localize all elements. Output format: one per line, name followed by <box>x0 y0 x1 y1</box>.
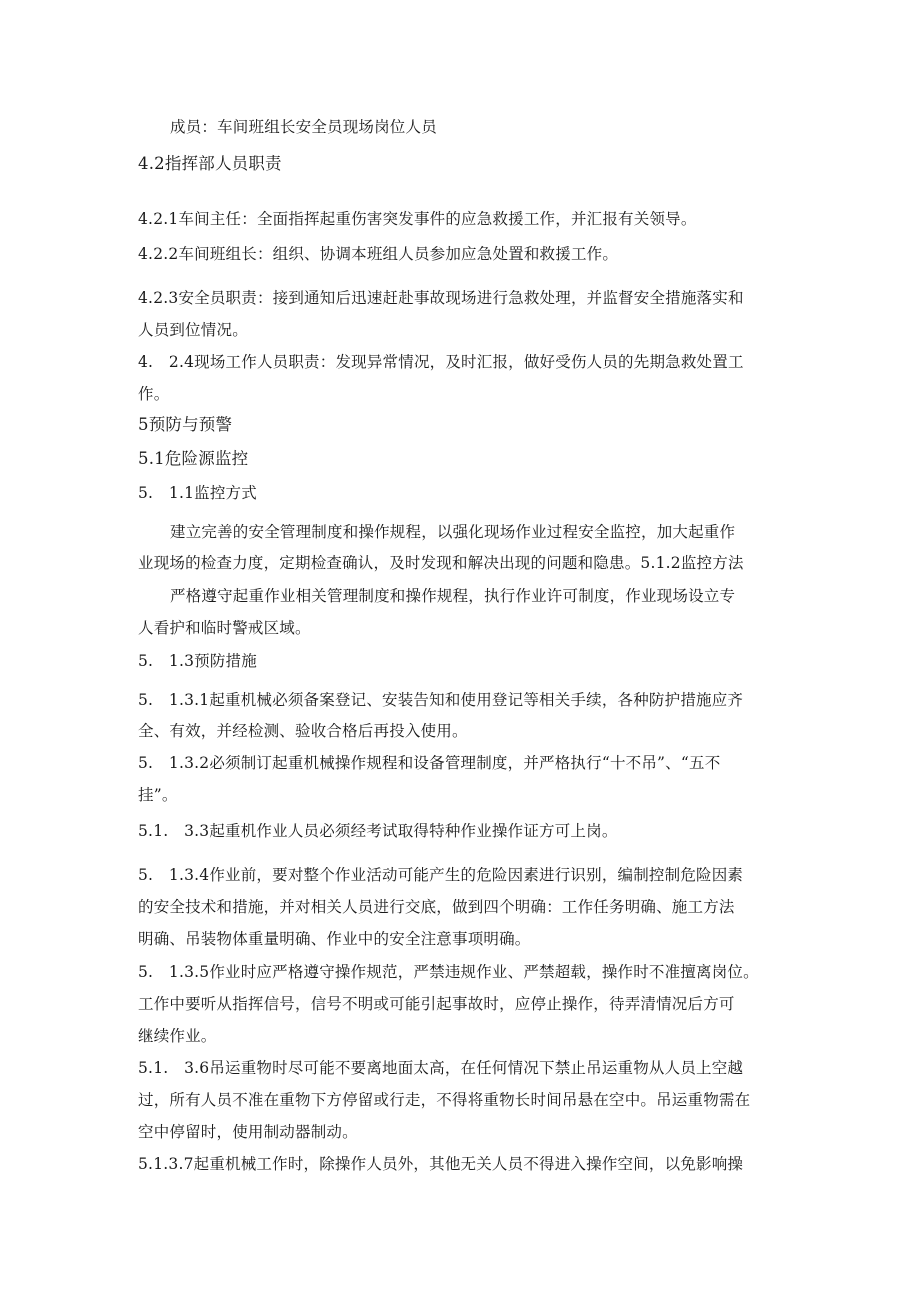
subheading-5-1-1: 5. 1.1监控方式 <box>138 484 257 502</box>
paragraph-5-1-3-5-cont-2: 继续作业。 <box>138 1027 217 1045</box>
paragraph-5-1-3-2: 5. 1.3.2必须制订起重机械操作规程和设备管理制度，并严格执行“十不吊”、“五不 <box>138 754 721 772</box>
paragraph-5-1-3-5-cont-1: 工作中要听从指挥信号，信号不明或可能引起事故时，应停止操作，待弄清情况后方可 <box>138 995 735 1013</box>
paragraph-5-1-3-6-cont-1: 过，所有人员不准在重物下方停留或行走，不得将重物长时间吊悬在空中。吊运重物需在 <box>138 1091 751 1109</box>
paragraph-4-2-3-cont: 人员到位情况。 <box>138 321 248 339</box>
paragraph-4-2-1: 4.2.1车间主任：全面指挥起重伤害突发事件的应急救援工作，并汇报有关领导。 <box>138 210 697 228</box>
paragraph-5-1-3-4-cont-1: 的安全技术和措施，并对相关人员进行交底，做到四个明确：工作任务明确、施工方法 <box>138 898 735 916</box>
paragraph-4-2-4: 4. 2.4现场工作人员职责：发现异常情况，及时汇报，做好受伤人员的先期急救处置工 <box>138 353 744 371</box>
subheading-5-1-3: 5. 1.3预防措施 <box>138 652 257 670</box>
paragraph-5-1-3-3: 5.1. 3.3起重机作业人员必须经考试取得特种作业操作证方可上岗。 <box>138 822 618 840</box>
section-heading-4-2: 4.2指挥部人员职责 <box>138 154 282 173</box>
paragraph-5-1-3-2-cont: 挂”。 <box>138 786 178 804</box>
paragraph-5-1-3-6: 5.1. 3.6吊运重物时尽可能不要离地面太高，在任何情况下禁止吊运重物从人员上空越 <box>138 1059 744 1077</box>
paragraph-5-1-3-5: 5. 1.3.5作业时应严格遵守操作规范，严禁违规作业、严禁超载，操作时不准擅离岗位。 <box>138 963 759 981</box>
paragraph-4-2-4-cont: 作。 <box>138 385 170 403</box>
members-line: 成员：车间班组长安全员现场岗位人员 <box>170 118 437 136</box>
paragraph-5-1-2-cont: 人看护和临时警戒区域。 <box>138 619 311 637</box>
paragraph-5-1-1-cont: 业现场的检查力度，定期检查确认，及时发现和解决出现的问题和隐患。5.1.2监控方法 <box>138 554 744 572</box>
paragraph-4-2-3: 4.2.3安全员职责：接到通知后迅速赶赴事故现场进行急救处理，并监督安全措施落实和 <box>138 289 744 307</box>
paragraph-5-1-3-6-cont-2: 空中停留时，使用制动器制动。 <box>138 1123 358 1141</box>
paragraph-5-1-3-4-cont-2: 明确、吊装物体重量明确、作业中的安全注意事项明确。 <box>138 930 531 948</box>
section-heading-5-1: 5.1危险源监控 <box>138 449 249 468</box>
paragraph-5-1-3-7: 5.1.3.7起重机械工作时，除操作人员外，其他无关人员不得进入操作空间，以免影响操 <box>138 1155 744 1173</box>
paragraph-5-1-2: 严格遵守起重作业相关管理制度和操作规程，执行作业许可制度，作业现场设立专 <box>170 587 736 605</box>
paragraph-5-1-3-4: 5. 1.3.4作业前，要对整个作业活动可能产生的危险因素进行识别，编制控制危险因素 <box>138 866 744 884</box>
paragraph-5-1-1: 建立完善的安全管理制度和操作规程，以强化现场作业过程安全监控，加大起重作 <box>170 523 736 541</box>
paragraph-5-1-3-1-cont: 全、有效，并经检测、验收合格后再投入使用。 <box>138 722 468 740</box>
paragraph-4-2-2: 4.2.2车间班组长：组织、协调本班组人员参加应急处置和救援工作。 <box>138 245 619 263</box>
paragraph-5-1-3-1: 5. 1.3.1起重机械必须备案登记、安装告知和使用登记等相关手续，各种防护措施应齐 <box>138 691 744 709</box>
section-heading-5: 5预防与预警 <box>138 415 233 434</box>
